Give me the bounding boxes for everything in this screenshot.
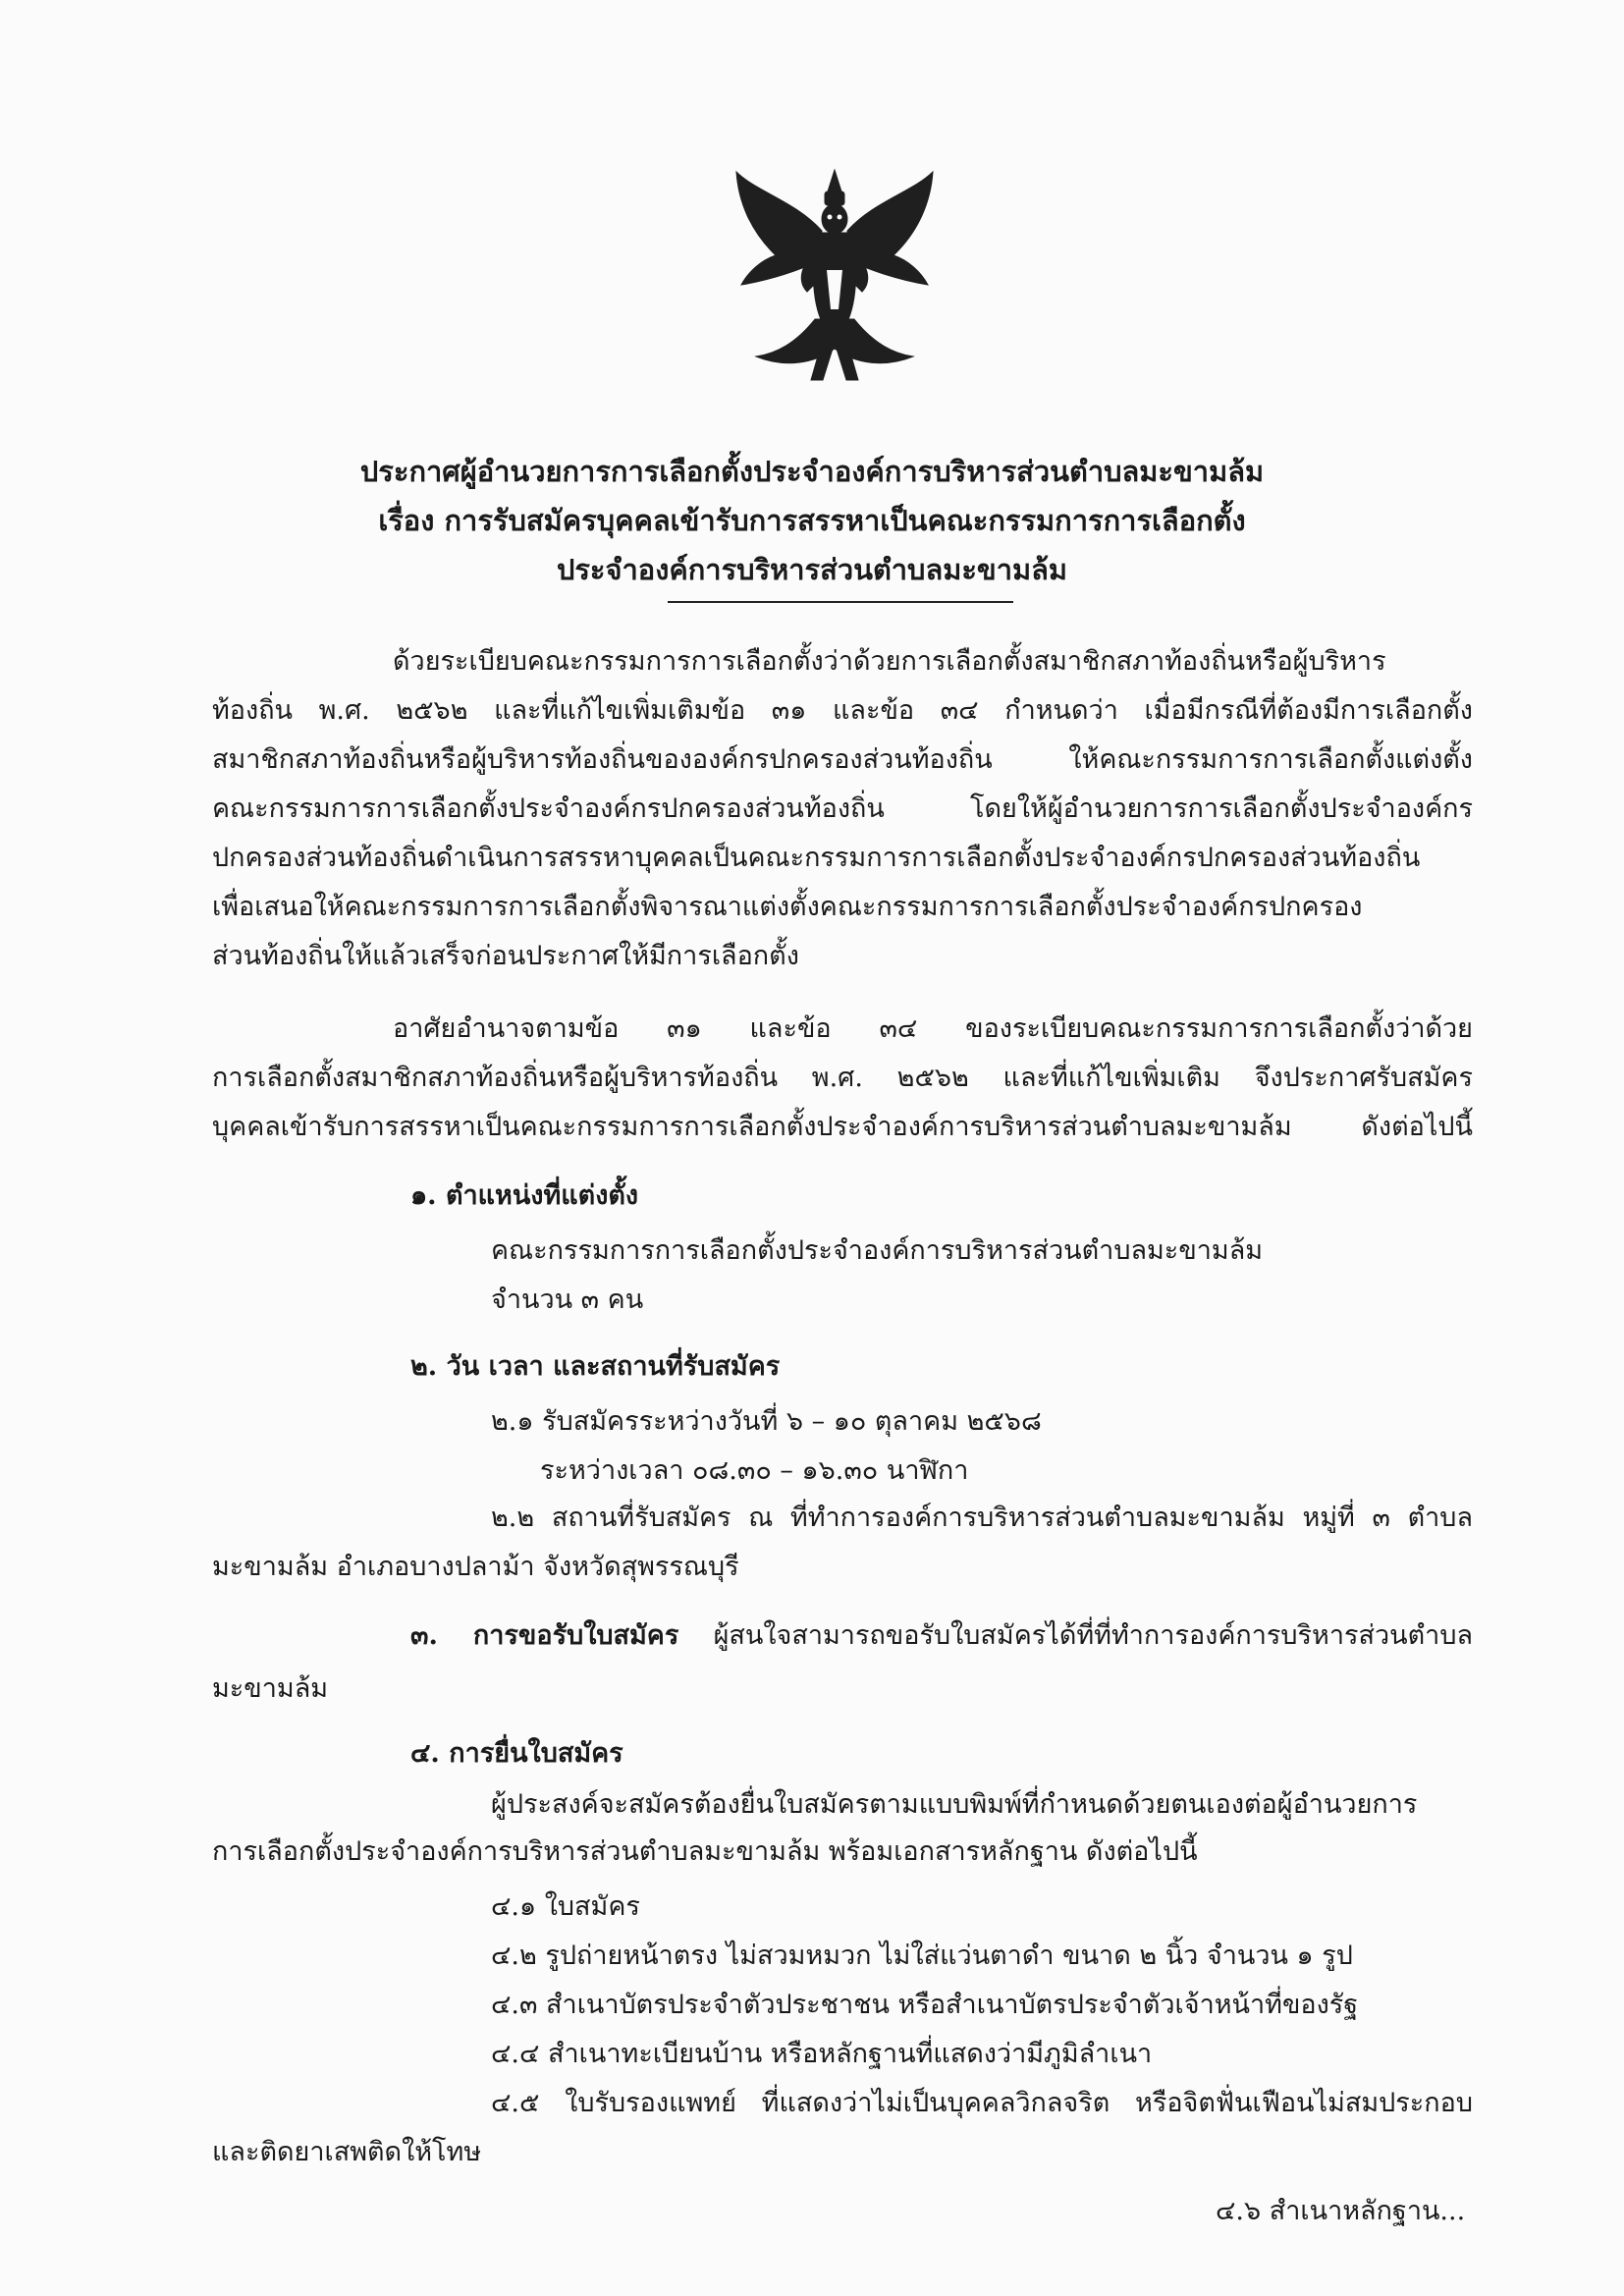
- title-divider: [668, 601, 1013, 603]
- section-2-item: ระหว่างเวลา ๐๘.๓๐ – ๑๖.๓๐ นาฬิกา: [540, 1455, 969, 1486]
- section-4-text: ผู้ประสงค์จะสมัครต้องยื่นใบสมัครตามแบบพิมพ์ที่กำหนดด้วยตนเองต่อผู้อำนวยการ: [491, 1789, 1418, 1820]
- para1-line: สมาชิกสภาท้องถิ่นหรือผู้บริหารท้องถิ่นขององค์กรปกครองส่วนท้องถิ่น ให้คณะกรรมการการเลือกตั้งแต่งตั้ง: [212, 744, 1473, 775]
- section-4-item: ๔.๕ ใบรับรองแพทย์ ที่แสดงว่าไม่เป็นบุคคลวิกลจริต หรือจิตฟั่นเฟือนไม่สมประกอบ: [491, 2088, 1473, 2118]
- section-3-title: ๓. การขอรับใบสมัคร: [410, 1620, 679, 1651]
- para2-line: การเลือกตั้งสมาชิกสภาท้องถิ่นหรือผู้บริหารท้องถิ่น พ.ศ. ๒๕๖๒ และที่แก้ไขเพิ่มเติม จึงประกาศรับสมัคร: [212, 1063, 1473, 1093]
- section-1-text: คณะกรรมการการเลือกตั้งประจำองค์การบริหารส่วนตำบลมะขามล้ม: [491, 1235, 1264, 1266]
- section-4-item: ๔.๑ ใบสมัคร: [491, 1891, 640, 1922]
- continuation-text: ๔.๖ สำเนาหลักฐาน...: [1216, 2196, 1466, 2226]
- section-4-text: การเลือกตั้งประจำองค์การบริหารส่วนตำบลมะขามล้ม พร้อมเอกสารหลักฐาน ดังต่อไปนี้: [212, 1836, 1198, 1867]
- section-4-item: ๔.๒ รูปถ่ายหน้าตรง ไม่สวมหมวก ไม่ใส่แว่นตาดำ ขนาด ๒ นิ้ว จำนวน ๑ รูป: [491, 1941, 1353, 1971]
- announcement-subject: เรื่อง การรับสมัครบุคคลเข้ารับการสรรหาเป็นคณะกรรมการการเลือกตั้ง: [378, 504, 1246, 537]
- para1-line: เพื่อเสนอให้คณะกรรมการการเลือกตั้งพิจารณาแต่งตั้งคณะกรรมการการเลือกตั้งประจำองค์กรปกครอง: [212, 892, 1363, 922]
- announcement-subject-cont: ประจำองค์การบริหารส่วนตำบลมะขามล้ม: [556, 553, 1068, 586]
- section-2-title: ๒. วัน เวลา และสถานที่รับสมัคร: [410, 1351, 781, 1382]
- section-2-item: ๒.๒ สถานที่รับสมัคร ณ ที่ทำการองค์การบริหารส่วนตำบลมะขามล้ม หมู่ที่ ๓ ตำบล: [491, 1503, 1473, 1533]
- announcement-title: ประกาศผู้อำนวยการการเลือกตั้งประจำองค์การบริหารส่วนตำบลมะขามล้ม: [359, 455, 1265, 488]
- para1-line: ปกครองส่วนท้องถิ่นดำเนินการสรรหาบุคคลเป็นคณะกรรมการการเลือกตั้งประจำองค์กรปกครองส่วนท้องถิ่น: [212, 843, 1421, 873]
- para1-line: คณะกรรมการการเลือกตั้งประจำองค์กรปกครองส่วนท้องถิ่น โดยให้ผู้อำนวยการการเลือกตั้งประจำองค์กร: [212, 793, 1473, 824]
- section-4-item: และติดยาเสพติดให้โทษ: [212, 2137, 482, 2167]
- section-2-item: ๒.๑ รับสมัครระหว่างวันที่ ๖ – ๑๐ ตุลาคม ๒๕๖๘: [491, 1406, 1042, 1437]
- section-1-text: จำนวน ๓ คน: [491, 1285, 644, 1315]
- para2-line: บุคคลเข้ารับการสรรหาเป็นคณะกรรมการการเลือกตั้งประจำองค์การบริหารส่วนตำบลมะขามล้ม ดังต่อไปนี้: [212, 1112, 1473, 1142]
- para1-line: ด้วยระเบียบคณะกรรมการการเลือกตั้งว่าด้วยการเลือกตั้งสมาชิกสภาท้องถิ่นหรือผู้บริหาร: [393, 646, 1386, 677]
- section-4-item: ๔.๓ สำเนาบัตรประจำตัวประชาชน หรือสำเนาบัตรประจำตัวเจ้าหน้าที่ของรัฐ: [491, 1990, 1359, 2020]
- garuda-emblem-icon: [717, 162, 952, 388]
- section-4-title: ๔. การยื่นใบสมัคร: [410, 1738, 623, 1769]
- para1-line: ท้องถิ่น พ.ศ. ๒๕๖๒ และที่แก้ไขเพิ่มเติมข้อ ๓๑ และข้อ ๓๔ กำหนดว่า เมื่อมีกรณีที่ต้องมีการเลือกตั้ง: [212, 695, 1473, 726]
- section-2-item: มะขามล้ม อำเภอบางปลาม้า จังหวัดสุพรรณบุรี: [212, 1552, 739, 1582]
- section-3-text: มะขามล้ม: [212, 1673, 329, 1704]
- para2-line: อาศัยอำนาจตามข้อ ๓๑ และข้อ ๓๔ ของระเบียบคณะกรรมการการเลือกตั้งว่าด้วย: [393, 1013, 1473, 1044]
- section-4-item: ๔.๔ สำเนาทะเบียนบ้าน หรือหลักฐานที่แสดงว่ามีภูมิลำเนา: [491, 2039, 1153, 2069]
- section-3-line: [410, 1616, 1473, 1656]
- section-1-title: ๑. ตำแหน่งที่แต่งตั้ง: [410, 1180, 639, 1211]
- section-3-text: ผู้สนใจสามารถขอรับใบสมัครได้ที่ที่ทำการองค์การบริหารส่วนตำบล: [678, 1620, 1473, 1651]
- para1-line: ส่วนท้องถิ่นให้แล้วเสร็จก่อนประกาศให้มีการเลือกตั้ง: [212, 941, 799, 971]
